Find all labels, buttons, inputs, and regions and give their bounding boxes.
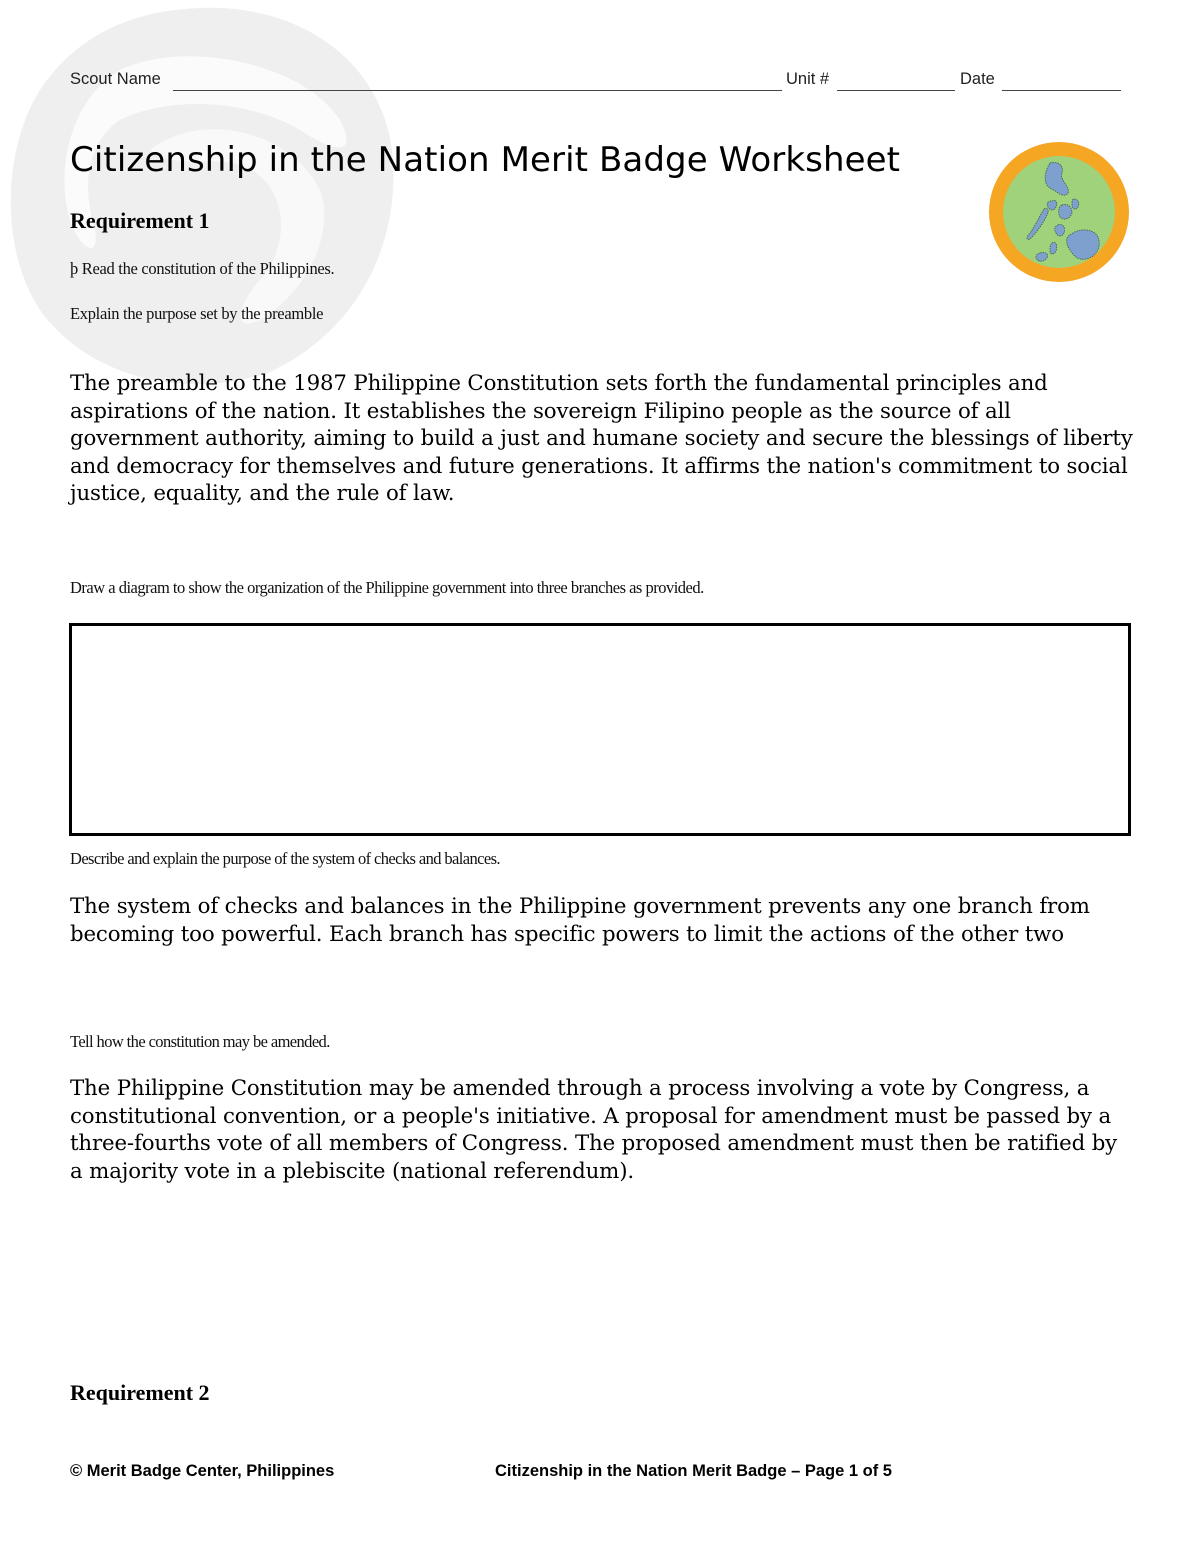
diagram-drawing-area[interactable] [69, 623, 1131, 836]
diagram-prompt: Draw a diagram to show the organization of the Philippine government into three branches as provided. [70, 578, 704, 597]
requirement-2-heading: Requirement 2 [70, 1380, 210, 1405]
amendment-answer[interactable]: The Philippine Constitution may be amended through a process involving a vote by Congress, a constitutional convention, or a people's initiative. A proposal for amendment must be passed by a three-fourths vote of all members of Congress. The proposed amendment must then be ratified by a majority vote in a plebiscite (national referendum). [70, 1076, 1118, 1184]
unit-label: Unit # [786, 70, 830, 88]
date-field[interactable] [1002, 90, 1121, 91]
footer-page-info: Citizenship in the Nation Merit Badge – Page 1 of 5 [495, 1462, 892, 1480]
scout-info-header [70, 70, 1125, 94]
footer-copyright: © Merit Badge Center, Philippines [70, 1462, 335, 1480]
watermark-seal-icon [0, 0, 400, 390]
read-constitution-label: Read the constitution of the Philippines. [81, 259, 335, 278]
date-label: Date [960, 70, 995, 88]
philippines-map-badge-icon [988, 141, 1130, 283]
preamble-answer[interactable]: The preamble to the 1987 Philippine Constitution sets forth the fundamental principles and aspirations of the nation. It establishes the sovereign Filipino people as the source of all government authority, aiming to build a just and humane society and secure the blessings of liberty and democracy for themselves and future generations. It affirms the nation's commitment to social justice, equality, and the rule of law. [70, 371, 1133, 506]
page-title: Citizenship in the Nation Merit Badge Worksheet [70, 140, 901, 180]
scout-name-label: Scout Name [70, 70, 161, 88]
scout-name-field[interactable] [173, 90, 782, 91]
checks-balances-answer[interactable]: The system of checks and balances in the Philippine government prevents any one branch from becoming too powerful. Each branch has specific powers to limit the actions of the other two [70, 894, 1090, 947]
read-constitution-item [70, 259, 334, 279]
checks-balances-prompt: Describe and explain the purpose of the system of checks and balances. [70, 849, 500, 868]
preamble-prompt: Explain the purpose set by the preamble [70, 304, 324, 323]
checked-box-icon[interactable]: þ [70, 259, 78, 278]
requirement-1-heading: Requirement 1 [70, 208, 210, 233]
amendment-prompt: Tell how the constitution may be amended. [70, 1032, 330, 1051]
unit-field[interactable] [837, 90, 955, 91]
